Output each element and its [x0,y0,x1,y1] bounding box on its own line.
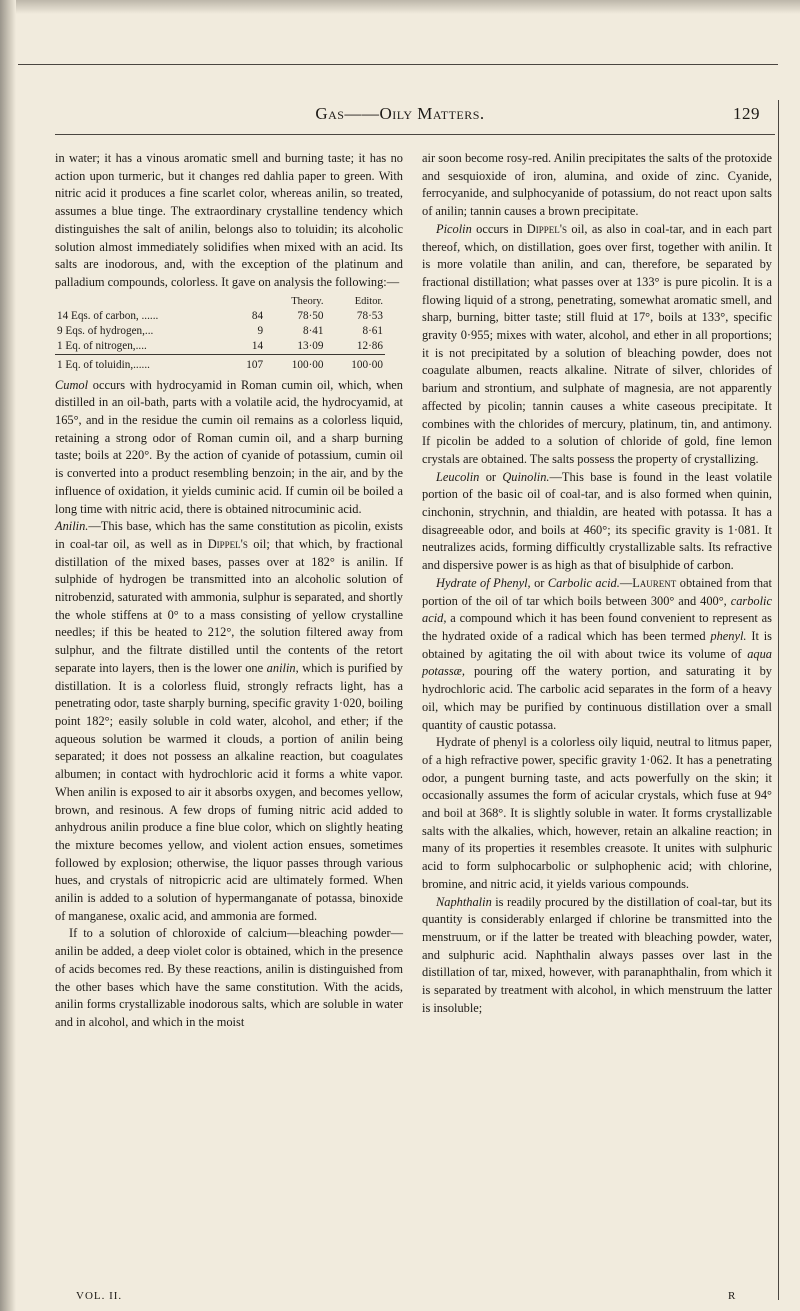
table-header-theory: Theory. [291,295,324,307]
paragraph-text: is readily procured by the distillation of coal-tar, but its quantity is considerably enlarged if chlorine be transmitted into the menstruum, or if the latter be treated with bleaching powder, water, and sulphuric acid. Naphthalin always passes over last in the distillation of tar, mixed, however, with paranaphthalin, from which it is separated by treatment with alcohol, in which menstruum the latter is insoluble; [422,894,772,1015]
running-head-end: . [479,104,485,123]
paragraph-text: or [530,575,548,590]
table-header-editor: Editor. [354,295,383,307]
table-cell: 78·50 [297,309,324,322]
paragraph-picolin [422,221,772,469]
term-picolin: Picolin [436,221,472,236]
paragraph-leucolin [422,469,772,575]
paragraph-phenyl [422,575,772,734]
table-cell: 13·09 [297,339,324,352]
top-border-line [18,64,778,65]
paragraph-text: pouring off the watery portion, and saturating it by hydrochloric acid. The carbolic acid separates in the form of a heavy oil, which may be purified by continuous distillation over a small quantity of caustic potassa. [422,664,772,732]
page-number: 129 [733,104,760,123]
table-row [55,309,385,324]
name-dippel: Dippel's [207,536,248,551]
term-leucolin: Leucolin [436,469,480,484]
left-column [55,150,403,1032]
term-quinolin: Quinolin. [502,469,550,484]
paragraph-anilin [55,518,403,925]
table-cell: 100·00 [265,354,325,373]
paragraph-toluidin: in water; it has a vinous aromatic smell and burning taste; it has no action upon turmeric, but it changes red dahlia paper to green. With nitric acid it produces a fine scarlet color, whereas anilin, so treated, assumes a blue tinge. The extraordinary crystalline tendency which distinguishes the salt of anilin, belongs also to toluidin; its alcoholic solution almost immediately solidifies when mixed with an acid. Its salts are inodorous, and, with the exception of the platinum and palladium compounds, colorless. It gave on analysis the following:— [55,151,403,289]
paragraph-text: It is obtained by agitating the oil with about twice its volume of [422,628,772,661]
page-left-edge [0,0,16,1311]
paragraph-text: — [619,575,633,590]
paragraph-text: occurs in [471,221,527,236]
paragraph-text: or [479,469,503,484]
table-cell: 84 [251,309,264,322]
right-border-line [778,100,779,1300]
right-column [422,150,772,1017]
paragraph-text: oil; that which, by fractional distillation of the mixed bases, passes over at 182° is anilin. If sulphide of hydrogen be transmitted into an alcoholic solution of nitrobenzid, saturated with ammonia, sulphur is separated, and shortly the whole stiffens at 0° to a mass consisting of yellow crystalline needles; if this be heated to 212°, the solution filtered away from sulphur, and the filtrate distilled until the contents of the retort separate into layers, then is the lower one [55,536,403,675]
name-laurent: Laurent [632,575,677,590]
term-cumol: Cumol [55,377,89,392]
name-dippel: Dippel's [526,221,567,236]
term-hydrate-of-phenyl: Hydrate of Phenyl, [436,575,531,590]
table-header-cell [55,294,230,309]
paragraph-text: obtained from that portion of the oil of tar which boils between 300° and 400°, [422,575,773,608]
paragraph-text: —This base is found in the least volatile portion of the basic oil of coal-tar, and is also formed when quinin, cinchonin, strychnin, and thialdin, are heated with potassa. It has a disagreeable odor, and boils at 460°; its specific gravity is 1·081. It neutralizes acids, forming difficultly crystallizable salts. Its refractive and dispersive power is as high as that of bisulphide of carbon. [422,469,772,573]
signature-mark: R [728,1290,736,1302]
table-cell: 12·86 [356,339,383,352]
paragraph-text: oil, as also in coal-tar, and in each part thereof, which, on distillation, goes over first, together with anilin. It is more volatile than anilin, and can, therefore, be separated by fractional distillation; what passes over at 133° is pure picolin. It is a flowing liquid of a strong, penetrating, somewhat aromatic smell, and sharp, burning, bitter taste; still fluid at 17°, boils at 133°, specific gravity 0·955; mixes with water, alcohol, and ether in all proportions; it is not precipitated by a solution of bleaching powder, does not coagulate albumen, reacts alkaline. Nitrate of silver, chlorides of barium and strontium, and sulphate of magnesia, are not apparently affected by picolin; tannin causes a white caseous precipitate. It combines with the chlorides of mercury, platinum, tin, and antimony. If picolin be added to a solution of chloride of gold, fine lemon crystals are obtained. The salts possess the property of crystallizing. [422,221,772,466]
table-cell: 8·41 [302,324,324,337]
running-head-separator: —— [344,104,380,123]
table-cell: 9 [257,324,264,337]
term-carbolic-inline: carbolic acid, [422,593,772,626]
paragraph-text: which is purified by distillation. It is a colorless fluid, strongly refracts light, has a penetrating odor, taste sharply burning, specific gravity 1·020, boiling point 182°; easily soluble in cold water, alcohol, and ether; if the aqueous solution be warmed it clouds, a portion of anilin being separated; it does not possess an alkaline reaction, but coagulates albumen; in contact with hydrochloric acid it forms a white vapor. When anilin is exposed to air it absorbs oxygen, and becomes yellow, brown, and resinous. A few drops of fuming nitric acid added to anhydrous anilin produce a fine blue color, which on slightly heating the mixture becomes yellow, and violent action ensues, sometimes followed by explosion; otherwise, the liquor passes through various hues, and crystals of nitropicric acid are ultimately formed. When anilin is added to a solution of hypermanganate of potassa, binoxide of manganese, oxalic acid, and ammonia are formed. [55,660,403,923]
running-head [250,104,550,132]
paragraph-text: a compound which it has been found convenient to represent as the hydrated oxide of a radical which has been termed [422,611,772,643]
table-cell: 9 Eqs. of hydrogen,... [57,324,154,337]
term-anilin: Anilin. [55,519,89,534]
paragraph-cumol [55,377,403,519]
paragraph-naphthalin [422,894,772,1018]
paragraph-bleaching: If to a solution of chloroxide of calcium—bleaching powder—anilin be added, a deep violet color is obtained, which in the presence of acids becomes red. By these reactions, anilin is distinguished from the other bases which have the same constitution. With the acids, anilin forms crystallizable inodorous salts, which are soluble in water and in alcohol, and which in the moist [55,926,403,1029]
table-total-row [55,354,385,373]
term-naphthalin: Naphthalin [436,894,492,909]
table-cell: 14 Eqs. of carbon, ...... [57,309,159,322]
table-cell: 14 [251,339,264,352]
term-carbolic-acid: Carbolic acid. [547,575,620,590]
table-row [55,324,385,339]
page-top-edge [0,0,800,14]
paragraph-phenyl-properties: Hydrate of phenyl is a colorless oily liquid, neutral to litmus paper, of a high refractive power, specific gravity 1·062. It has a penetrating odor, a pungent burning taste, and acts powerfully on the skin; it occasionally assumes the form of acicular crystals, which fuse at 94° and boil at 368°. It is slightly soluble in water. It forms crystallizable salts with the alkalies, which, however, retain an alkaline reaction; in many of its properties it resembles creasote. It unites with sulphuric acid to form sulphocarbolic or sulphophenic acid; with chlorine, bromine, and nitric acid, it yields various compounds. [422,735,772,891]
running-head-part2: Oily Matters [379,104,480,123]
running-head-part1: Gas [315,104,345,123]
table-cell: 1 Eq. of nitrogen,.... [57,339,147,352]
analysis-table [55,294,385,373]
volume-mark: VOL. II. [76,1290,123,1302]
analysis-table-header [55,294,385,309]
paragraph-anilin-salts: air soon become rosy-red. Anilin precipitates the salts of the protoxide and sesquioxide of iron, alumina, and oxide of zinc. Cyanide, ferrocyanide, and sulphocyanide of potassium, do not react upon salts of anilin; tannin causes a brown precipitate. [422,151,772,219]
paragraph-text: occurs with hydrocyamid in Roman cumin oil, which, when distilled in an oil-bath, parts with a volatile acid, the hydrocyamid, at 165°, and in the residue the cumin oil remains as a colorless liquid, retaining a strong odor of Roman cumin oil, and a sharp burning taste; boils at 220°. By the action of cyanide of potassium, cumin oil is converted into a product resembling benzoin; in the air, and by the influence of oxidation, it yields cuminic acid. If cumin oil be boiled a long time with nitric acid, there is obtained nitrocuminic acid. [55,377,403,516]
paragraph-text: —This base, which has the same constitution as picolin, exists in coal-tar oil, as well as in [55,519,403,551]
table-cell: 1 Eq. of toluidin,...... [55,354,230,373]
term-phenyl-inline: phenyl. [710,628,747,643]
table-cell: 107 [230,354,265,373]
table-row [55,339,385,355]
table-cell: 78·53 [356,309,383,322]
table-cell: 8·61 [362,324,383,337]
table-cell: 100·00 [326,354,386,373]
table-header-cell [230,294,265,309]
term-aqua-potassae: aqua potassæ, [422,646,772,679]
term-anilin-inline: anilin, [266,660,299,675]
header-rule [55,134,775,135]
